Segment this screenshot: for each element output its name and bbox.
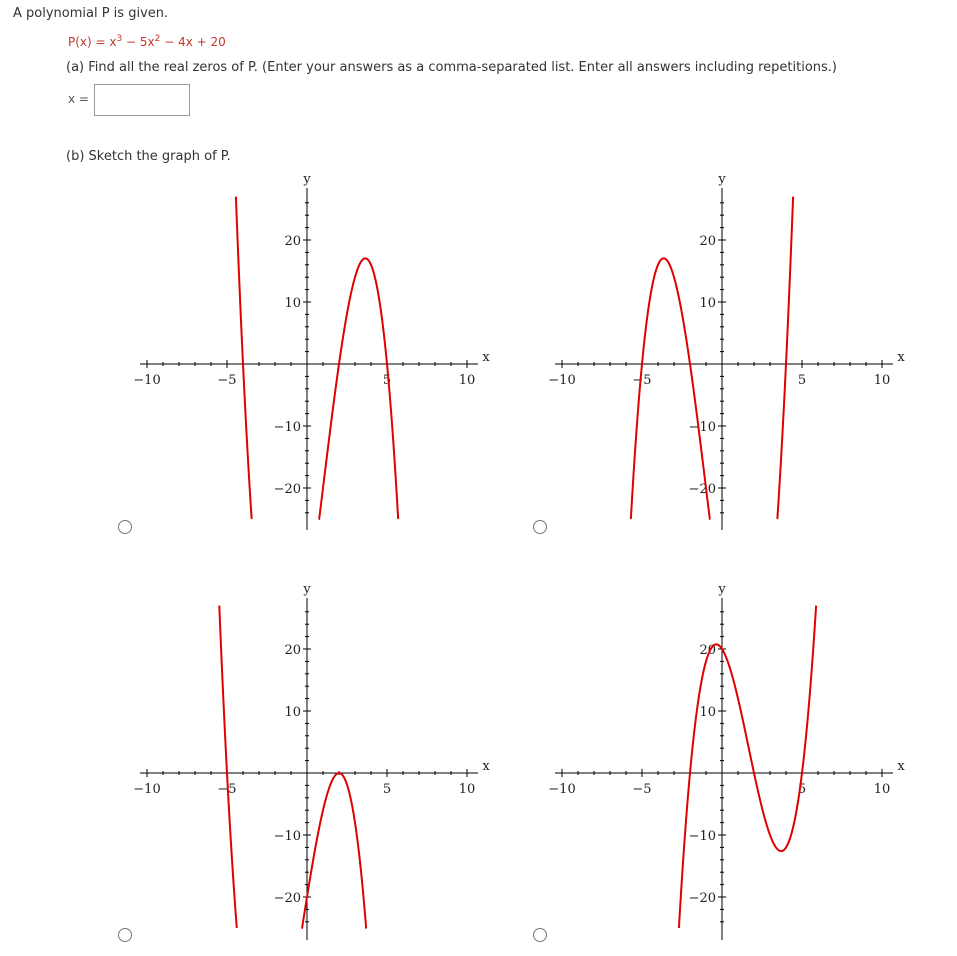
y-tick-label: −20 — [688, 891, 716, 906]
x-tick-label: 10 — [458, 373, 476, 388]
graph-option-a — [120, 168, 500, 538]
y-tick-label: −20 — [273, 482, 301, 497]
radio-option-a[interactable] — [118, 520, 132, 534]
y-tick-label: 10 — [699, 705, 716, 720]
y-tick-label: −10 — [273, 420, 301, 435]
polynomial-curve — [236, 197, 398, 519]
x-tick-label: 10 — [873, 782, 891, 797]
y-axis-label: y — [718, 582, 726, 597]
x-tick-label: 10 — [873, 373, 891, 388]
graph-option-d — [535, 578, 915, 948]
x-tick-label: −10 — [548, 373, 576, 388]
y-tick-label: 10 — [284, 705, 301, 720]
x-tick-label: −5 — [217, 782, 237, 797]
y-tick-label: 20 — [699, 643, 716, 658]
x-equals-label: x = — [68, 92, 89, 106]
x-axis-label: x — [482, 350, 490, 365]
y-tick-label: 20 — [699, 234, 716, 249]
formula-prefix: P(x) = x — [68, 35, 117, 49]
x-tick-label: −10 — [133, 373, 161, 388]
y-tick-label: −10 — [688, 829, 716, 844]
x-tick-label: 5 — [382, 782, 392, 797]
formula-term3: − 4x + 20 — [160, 35, 226, 49]
graph-option-c — [120, 578, 500, 948]
x-tick-label: −5 — [632, 782, 652, 797]
x-tick-label: −5 — [632, 373, 652, 388]
x-tick-label: 5 — [797, 373, 807, 388]
zeros-answer-input[interactable] — [94, 84, 190, 116]
radio-option-d[interactable] — [533, 928, 547, 942]
x-axis-label: x — [897, 350, 905, 365]
radio-option-b[interactable] — [533, 520, 547, 534]
formula-exp2: 2 — [154, 34, 161, 44]
x-tick-label: 10 — [458, 782, 476, 797]
y-tick-label: 10 — [699, 296, 716, 311]
x-tick-label: −10 — [133, 782, 161, 797]
radio-option-c[interactable] — [118, 928, 132, 942]
formula-exp3: 3 — [116, 34, 123, 44]
y-tick-label: −10 — [688, 420, 716, 435]
x-axis-label: x — [482, 759, 490, 774]
part-b-prompt: (b) Sketch the graph of P. — [66, 149, 231, 164]
y-tick-label: −10 — [273, 829, 301, 844]
y-axis-label: y — [718, 172, 726, 187]
y-tick-label: 20 — [284, 234, 301, 249]
y-tick-label: −20 — [688, 482, 716, 497]
y-tick-label: 20 — [284, 643, 301, 658]
y-tick-label: −20 — [273, 891, 301, 906]
x-tick-label: −5 — [217, 373, 237, 388]
y-axis-label: y — [303, 172, 311, 187]
x-tick-label: 5 — [382, 373, 392, 388]
polynomial-formula — [68, 34, 226, 49]
x-tick-label: −10 — [548, 782, 576, 797]
x-axis-label: x — [897, 759, 905, 774]
question-intro: A polynomial P is given. — [13, 6, 169, 21]
x-tick-label: 5 — [797, 782, 807, 797]
formula-term2: − 5x — [122, 35, 155, 49]
graph-option-b — [535, 168, 915, 538]
y-tick-label: 10 — [284, 296, 301, 311]
y-axis-label: y — [303, 582, 311, 597]
part-a-prompt: (a) Find all the real zeros of P. (Enter your answers as a comma-separated list. Enter all answers including repetitions.) — [66, 60, 837, 75]
